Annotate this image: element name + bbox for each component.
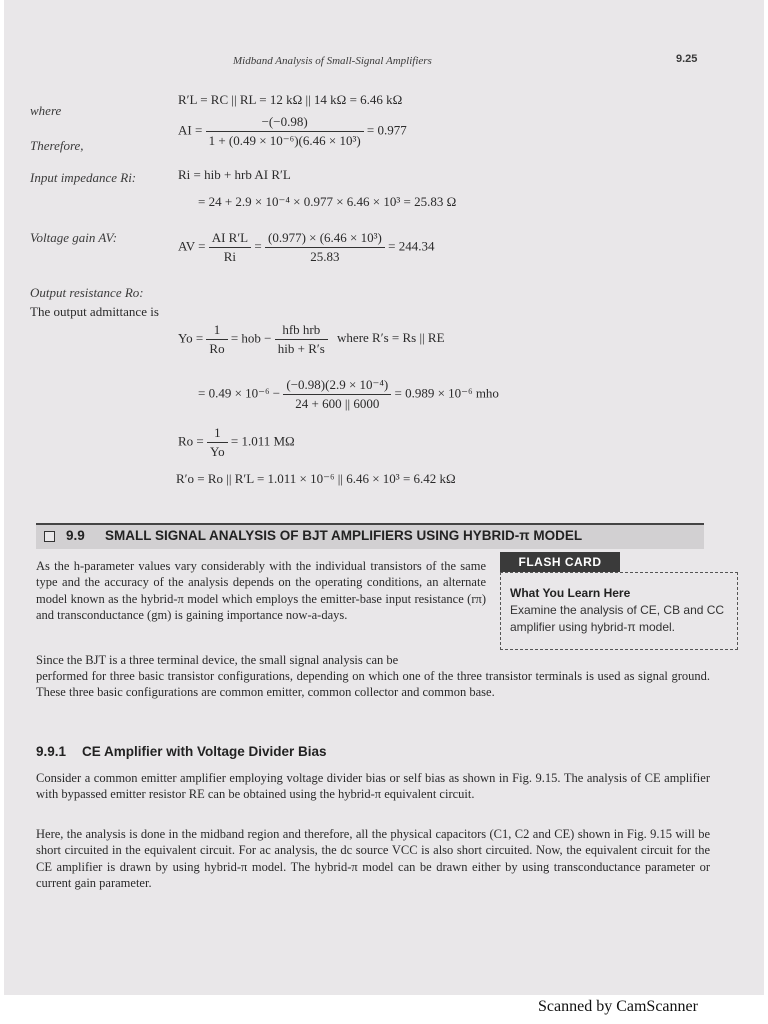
ro-equation — [178, 425, 295, 460]
running-header: Midband Analysis of Small-Signal Amplifiers — [233, 55, 432, 67]
ai-denominator: 1 + (0.49 × 10⁻⁶)(6.46 × 10³) — [208, 133, 361, 148]
av-fraction-1 — [209, 230, 251, 265]
ri-equation-1: Ri = hib + hrb AI R′L — [178, 167, 291, 182]
ro-numerator: 1 — [207, 425, 228, 443]
yo-result: = 0.989 × 10⁻⁶ mho — [394, 385, 499, 401]
yo-denominator-2: hib + R′s — [277, 341, 325, 356]
ro-denominator: Yo — [210, 444, 225, 459]
voltage-gain-label: Voltage gain AV: — [30, 230, 118, 245]
yo-numerator-1: 1 — [206, 322, 227, 340]
section-paragraph-1: As the h-parameter values vary considerably with the individual transistors of the same type and the accuracy of the analysis depends on the operating conditions, an alternate model known as the hybrid-π model which employs the emitter-base input resistance (rπ) and transconductance (gm) is gaining importance now-a-days. — [36, 559, 486, 622]
ro-result: = 1.011 MΩ — [230, 433, 295, 449]
yo-numerator-3: (−0.98)(2.9 × 10⁻⁴) — [283, 377, 391, 395]
ri-equation-2: = 24 + 2.9 × 10⁻⁴ × 0.977 × 6.46 × 10³ = 25.83 Ω — [198, 194, 457, 209]
av-denominator-1: Ri — [223, 249, 237, 264]
av-equation — [178, 230, 434, 265]
subsection-paragraph-2: Here, the analysis is done in the midband region and therefore, all the physical capacitors (C1, C2 and CE) shown in Fig. 9.15 will be short circuited in the equivalent circuit. For ac analysis, the dc source VCC is also short circuited. Now, the equivalent circuit for the CE amplifier is drawn by using hybrid-π model. The hybrid-π model can be drawn either by using transconductance parameter or current gain parameter. — [36, 827, 710, 890]
ai-fraction — [206, 114, 364, 149]
yo-lhs: Yo = — [178, 330, 204, 346]
rprime-equation: R′o = Ro || R′L = 1.011 × 10⁻⁶ || 6.46 × 10³ = 6.42 kΩ — [176, 471, 456, 486]
output-resistance-label: Output resistance Ro: — [30, 285, 144, 300]
subsection-number: 9.9.1 — [36, 744, 67, 759]
av-numerator-1: AI R′L — [209, 230, 251, 248]
section-paragraph-2-start: Since the BJT is a three terminal device, the small signal analysis can be — [36, 653, 399, 667]
av-lhs: AV = — [178, 238, 206, 254]
yo-where: where R′s = Rs || RE — [337, 330, 445, 346]
av-equals: = — [254, 238, 262, 254]
av-fraction-2 — [265, 230, 385, 265]
subsection-paragraph-1: Consider a common emitter amplifier employing voltage divider bias or self bias as shown in Fig. 9.15. The analysis of CE amplifier with bypassed emitter resistor RE can be obtained using the hybrid-π equivalent circuit. — [36, 771, 710, 802]
section-bullet-icon — [44, 531, 55, 542]
section-number: 9.9 — [66, 528, 85, 543]
section-title: SMALL SIGNAL ANALYSIS OF BJT AMPLIFIERS USING HYBRID-π MODEL — [105, 528, 583, 543]
where-label: where — [30, 103, 62, 118]
ai-numerator: −(−0.98) — [206, 114, 364, 132]
yo-equation — [178, 322, 445, 357]
yo-denominator-3: 24 + 600 || 6000 — [295, 396, 380, 411]
section-paragraph-2-rest: performed for three basic transistor configurations, depending on which one of the three transistor terminals is used as signal ground. These three basic configurations are common emitter, common collector and common base. — [36, 669, 710, 700]
yo-equation-2 — [198, 377, 499, 412]
subsection-title: CE Amplifier with Voltage Divider Bias — [82, 744, 327, 759]
av-result: = 244.34 — [388, 238, 435, 254]
ro-fraction — [207, 425, 228, 460]
rl-equation: R′L = RC || RL = 12 kΩ || 14 kΩ = 6.46 kΩ — [178, 92, 403, 107]
flash-card-heading: What You Learn Here — [510, 586, 631, 600]
ai-lhs: AI = — [178, 122, 203, 138]
ai-equation — [178, 114, 407, 149]
yo-numerator-2: hfb hrb — [275, 322, 328, 340]
av-denominator-2: 25.83 — [310, 249, 340, 264]
yo-fraction-1 — [206, 322, 227, 357]
ro-lhs: Ro = — [178, 433, 204, 449]
scanner-watermark: Scanned by CamScanner — [538, 998, 698, 1015]
yo-fraction-2 — [275, 322, 328, 357]
yo-mid: = hob − — [230, 330, 272, 346]
yo-fraction-3 — [283, 377, 391, 412]
yo-line2-lhs: = 0.49 × 10⁻⁶ − — [198, 385, 281, 401]
yo-denominator-1: Ro — [209, 341, 225, 356]
flash-card-body: Examine the analysis of CE, CB and CC amplifier using hybrid-π model. — [510, 603, 725, 634]
therefore-label: Therefore, — [30, 138, 84, 153]
page-number: 9.25 — [676, 53, 698, 65]
input-impedance-label: Input impedance Ri: — [30, 170, 137, 185]
admittance-text: The output admittance is — [30, 304, 159, 319]
av-numerator-2: (0.977) × (6.46 × 10³) — [265, 230, 385, 248]
ai-result: = 0.977 — [366, 122, 407, 138]
flash-card-tab: FLASH CARD — [500, 552, 620, 572]
